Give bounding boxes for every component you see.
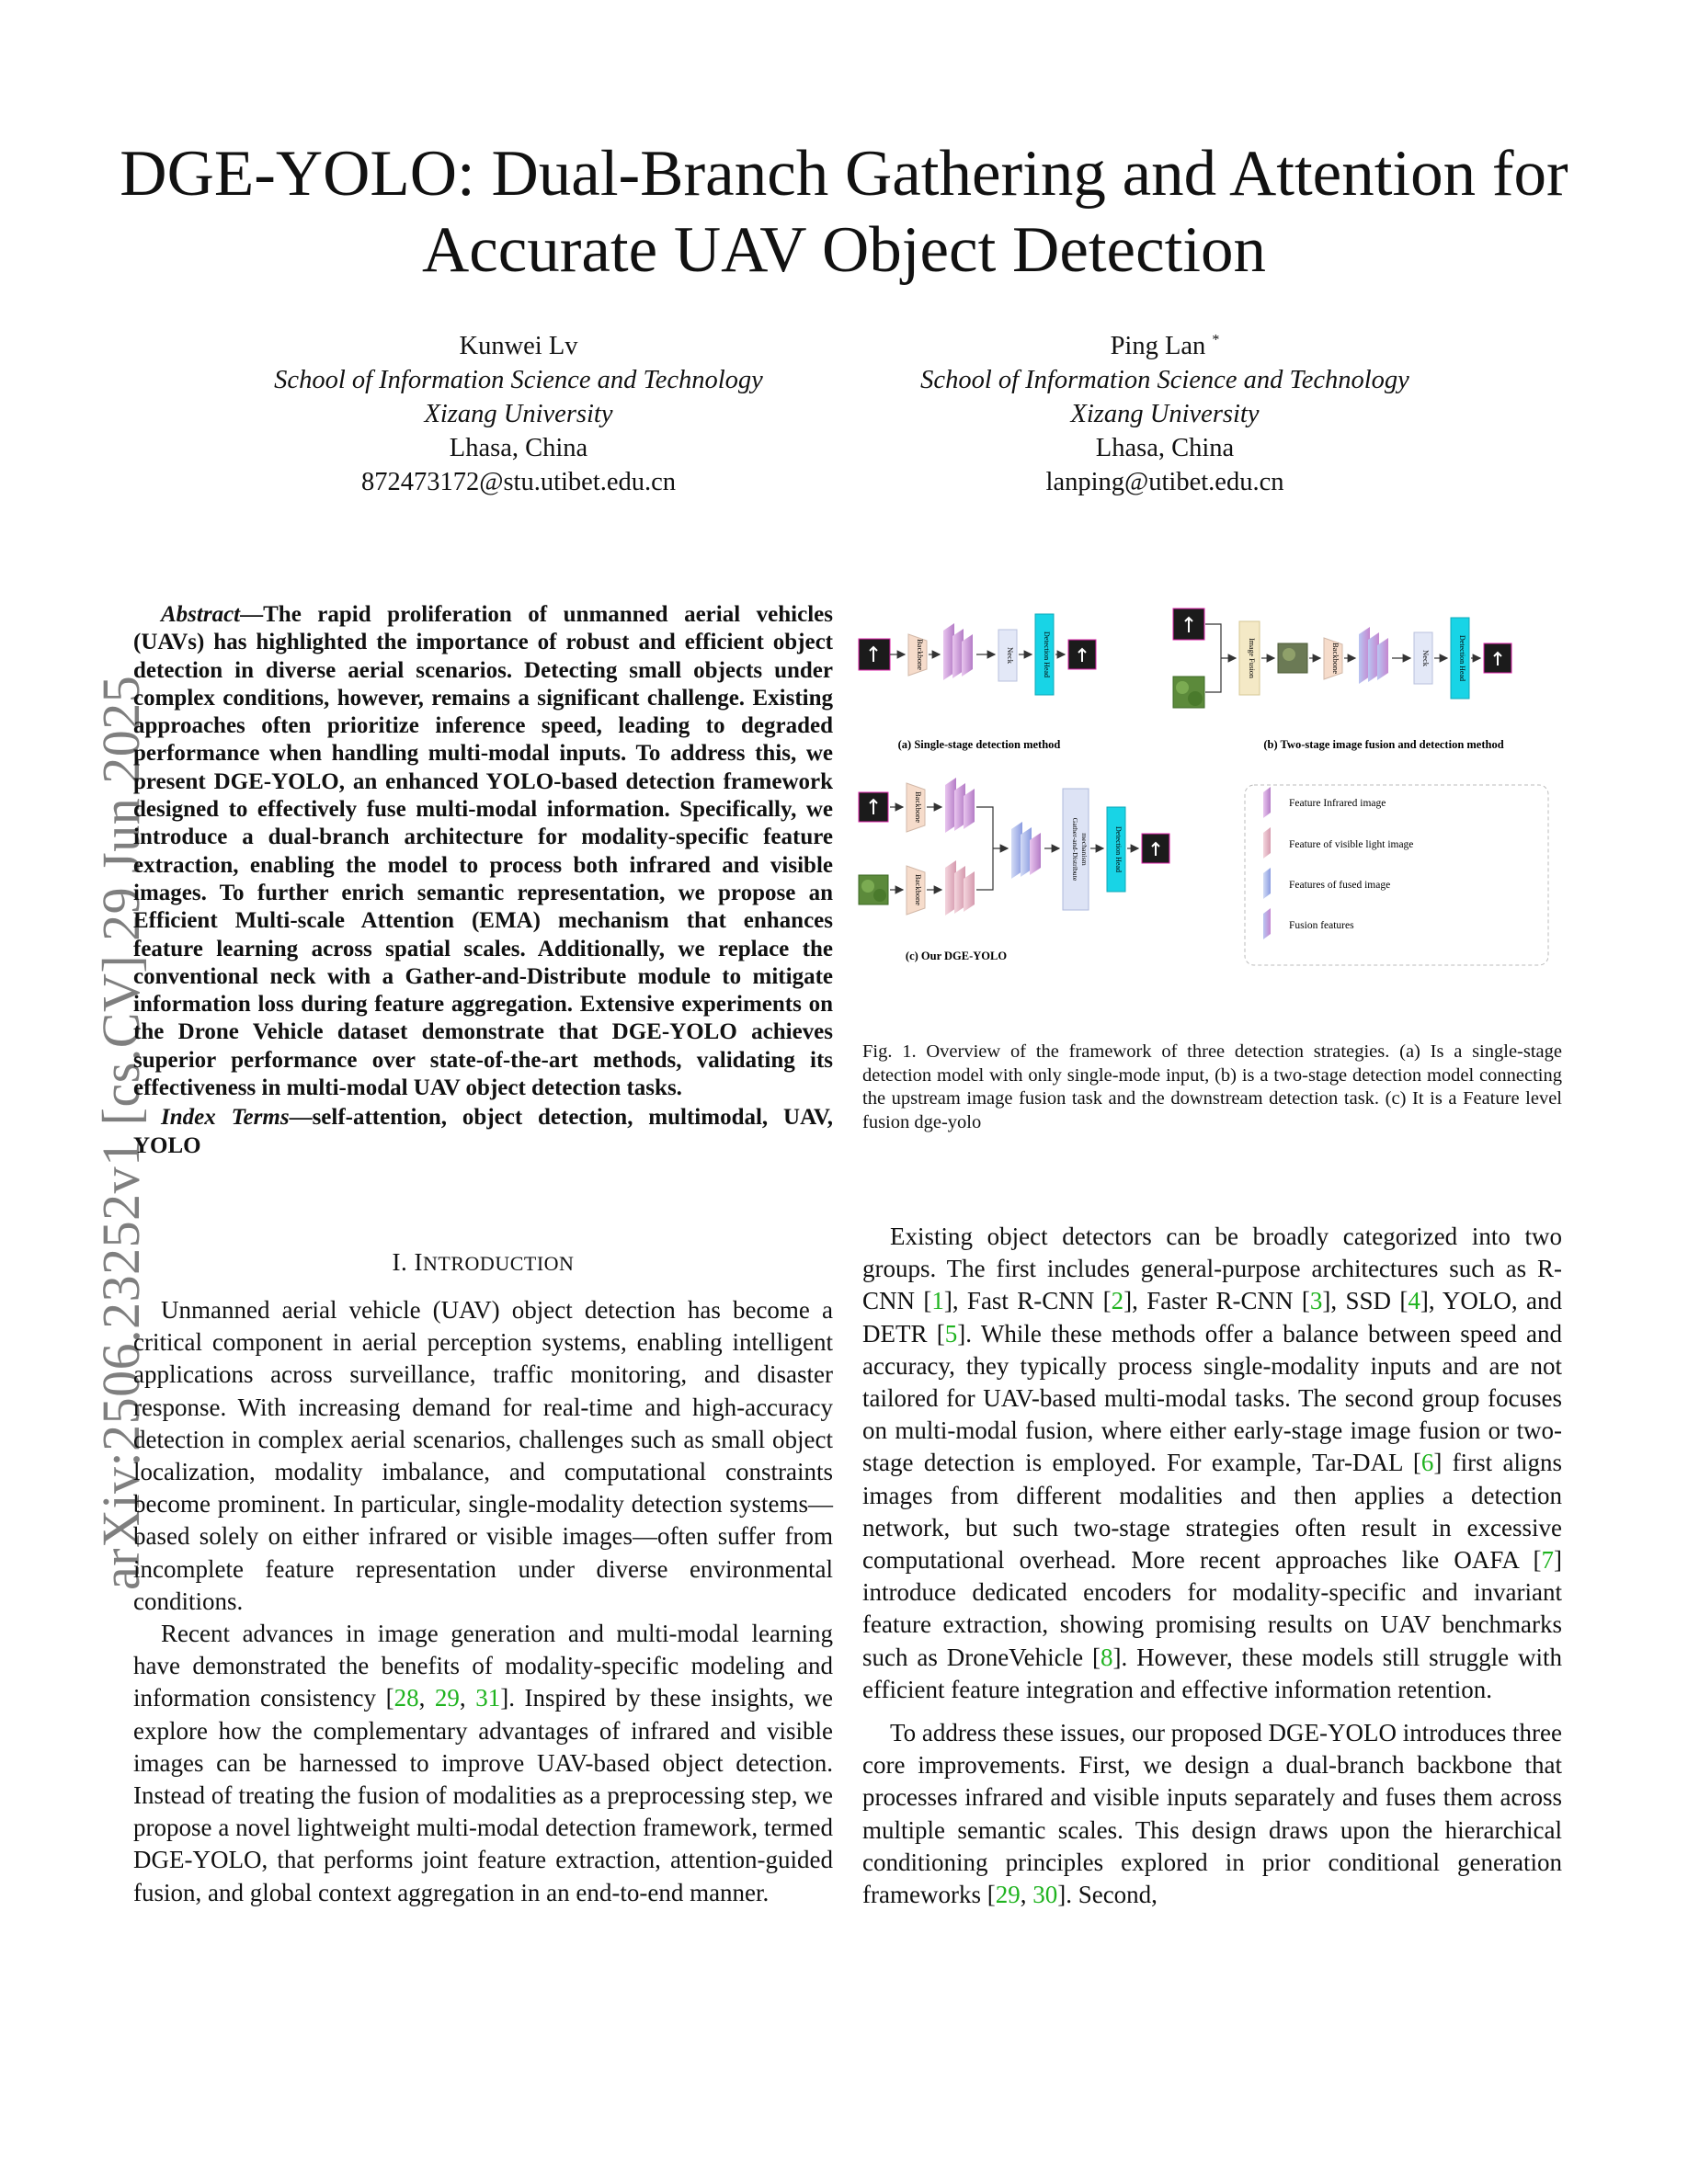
text-span: ]. However, these models still struggle with efficient feature integration and effective information retention. [862, 1643, 1562, 1703]
legend-swatch-infrared [1263, 787, 1271, 818]
detection-head-label: Detection Head [1114, 826, 1123, 872]
subcaption-a: (a) Single-stage detection method [897, 738, 1061, 751]
neck-label: Neck [1421, 650, 1431, 666]
citation-link[interactable]: 29 [434, 1684, 460, 1712]
legend-label: Feature of visible light image [1289, 839, 1414, 850]
abstract-text: The rapid proliferation of unmanned aerial vehicles (UAVs) has highlighted the importance of robust and efficient object detection in diverse aerial scenarios. Detecting small objects under complex conditions, however, remains a significant challenge. Existing approaches often prioritize inference speed, leading to degraded performance when handling multi-modal inputs. To address this, we present DGE-YOLO, an enhanced YOLO-based detection framework designed to effectively fuse multi-modal information. Specifically, we introduce a dual-branch architecture for modality-specific feature extraction, enabling the model to process both infrared and visible images. To further enrich semantic representation, we propose an Efficient Multi-scale Attention (EMA) mechanism that enhances feature learning across spatial scales. Additionally, we replace the conventional neck with a Gather-and-Distribute module to mitigate information loss during feature aggregation. Extensive experiments on the Drone Vehicle dataset demonstrate that DGE-YOLO achieves superior performance over state-of-the-art methods, validating its effectiveness in multi-modal UAV object detection tasks. [133, 602, 833, 1101]
legend-label: Fusion features [1289, 920, 1354, 931]
intro-right-column [862, 1221, 1562, 1911]
abstract-label: Abstract [161, 602, 241, 627]
feature-stack-infrared [945, 778, 975, 833]
author-block-1 [224, 329, 813, 499]
author-university: Xizang University [424, 400, 613, 428]
citation-link[interactable]: 2 [1111, 1287, 1124, 1315]
author-email[interactable]: 872473172@stu.utibet.edu.cn [360, 468, 677, 496]
detection-head-label: Detection Head [1043, 631, 1051, 677]
text-span: ] first aligns images from different modalities and then applies a detection network, but such two-stage strategies often result in excessive computational overhead. More recent approaches like OAFA [ [862, 1449, 1562, 1575]
feature-stack-fused [1359, 627, 1388, 684]
arxiv-identifier-stamp[interactable]: arXiv:2506.23252v1 [cs.CV] 29 Jun 2025 [91, 675, 151, 1590]
text-span: ], Faster R-CNN [ [1123, 1287, 1310, 1315]
section-heading-introduction [133, 1248, 833, 1277]
citation-link[interactable]: 31 [475, 1684, 501, 1712]
panel-c-dge-yolo [859, 778, 1169, 962]
citation-link[interactable]: 28 [393, 1684, 419, 1712]
section-heading-rest: NTRODUCTION [423, 1252, 575, 1275]
author-department: School of Information Science and Technology [274, 366, 763, 394]
subcaption-c: (c) Our DGE-YOLO [905, 950, 1008, 962]
corresponding-marker: * [1212, 332, 1220, 348]
author-name: Kunwei Lv [459, 332, 578, 360]
citation-link[interactable]: 30 [1032, 1881, 1058, 1909]
backbone-label: Backbone [914, 874, 923, 905]
feature-stack-visible [945, 860, 975, 916]
text-span: Existing object detectors can be broadly categorized into two groups. The first includes general-purpose architectures such as R-CNN [ [862, 1223, 1562, 1315]
feature-stack-infrared [943, 623, 973, 680]
author-email[interactable]: lanping@utibet.edu.cn [1045, 468, 1284, 496]
citation-link[interactable]: 8 [1101, 1643, 1113, 1671]
abstract-paragraph: Abstract—The rapid proliferation of unmanned aerial vehicles (UAVs) has highlighted the importance of robust and efficient object detection in diverse aerial scenarios. Detecting small objects under complex conditions, however, remains a significant challenge. Existing approaches often prioritize inference speed, leading to degraded performance when handling multi-modal inputs. To address this, we present DGE-YOLO, an enhanced YOLO-based detection framework designed to effectively fuse multi-modal information. Specifically, we introduce a dual-branch architecture for modality-specific feature extraction, enabling the model to process both infrared and visible images. To further enrich semantic representation, we propose an Efficient Multi-scale Attention (EMA) mechanism that enhances feature learning across spatial scales. Additionally, we replace the conventional neck with a Gather-and-Distribute module to mitigate information loss during feature aggregation. Extensive experiments on the Drone Vehicle dataset demonstrate that DGE-YOLO achieves superior performance over state-of-the-art methods, validating its effectiveness in multi-modal UAV object detection tasks. [133, 602, 833, 1101]
text-span: ]. Inspired by these insights, we explore how the complementary advantages of infrared and visible images can be harnessed to improve UAV-based object detection. Instead of treating the fusion of modalities as a preprocessing step, we propose a novel lightweight multi-modal detection framework, termed DGE-YOLO, that performs joint feature extraction, attention-guided fusion, and global context aggregation in an end-to-end manner. [133, 1684, 834, 1906]
intro-paragraph-1: Unmanned aerial vehicle (UAV) object detection has become a critical component in aerial perception systems, enabling intelligent applications across surveillance, traffic monitoring, and disaster response. With increasing demand for real-time and high-accuracy detection in complex aerial scenarios, challenges such as small object localization, modality imbalance, and computational constraints become prominent. In particular, single-modality detection systems—based solely on either infrared or visible images—often suffer from incomplete feature representation under diverse environmental conditions. [133, 1296, 833, 1615]
intro-paragraph-4: To address these issues, our proposed DGE-YOLO introduces three core improvements. First, we design a dual-branch backbone that processes infrared and visible inputs separately and fuses them across multiple semantic scales. This design draws upon the hierarchical conditioning principles explored in prior conditional generation frameworks [29, 30]. Second, [862, 1719, 1562, 1909]
citation-link[interactable]: 3 [1309, 1287, 1323, 1315]
citation-link[interactable]: 4 [1408, 1287, 1420, 1315]
author-department: School of Information Science and Technology [920, 366, 1409, 394]
author-block-2 [871, 329, 1459, 499]
panel-a-single-stage [859, 614, 1096, 751]
citation-link[interactable]: 6 [1420, 1449, 1434, 1477]
legend-label: Feature Infrared image [1289, 798, 1386, 809]
abstract-section [133, 601, 833, 1160]
citation-link[interactable]: 7 [1541, 1546, 1554, 1575]
text-span: ], Fast R-CNN [ [943, 1287, 1112, 1315]
backbone-label: Backbone [1331, 643, 1340, 674]
backbone-label: Backbone [916, 639, 925, 670]
neck-label: Neck [1006, 647, 1015, 664]
intro-paragraph-2: Recent advances in image generation and multi-modal learning have demonstrated the benefits of modality-specific modeling and information consistency [28, 29, 31]. Inspired by these insights, we explore how the complementary advantages of infrared and visible images can be harnessed to improve UAV-based object detection. Instead of treating the fusion of modalities as a preprocessing step, we propose a novel lightweight multi-modal detection framework, termed DGE-YOLO, that performs joint feature extraction, attention-guided fusion, and global context aggregation in an end-to-end manner. [133, 1620, 834, 1906]
text-span: ]. While these methods offer a balance between speed and accuracy, they typically process single-modality inputs and are not tailored for UAV-based multi-modal tasks. The second group focuses on multi-modal fusion, where either early-stage image fusion or two-stage detection is employed. For example, Tar-DAL [ [862, 1319, 1563, 1477]
citation-link[interactable]: 29 [995, 1881, 1021, 1909]
section-heading-initial: I [414, 1248, 424, 1276]
panel-b-two-stage [1173, 609, 1511, 751]
intro-paragraph-3 [862, 1221, 1562, 1706]
feature-stack-fusion [1011, 822, 1041, 879]
index-terms-label: Index Terms [161, 1105, 290, 1131]
author-name: Ping Lan [1110, 332, 1206, 360]
subcaption-b: (b) Two-stage image fusion and detection method [1263, 738, 1504, 751]
text-span: ]. Second, [1057, 1881, 1158, 1909]
gather-distribute-label-2: mechanism [1080, 833, 1089, 866]
text-span: ] introduce dedicated encoders for modality-specific and invariant feature extraction, showing promising results on UAV benchmarks such as DroneVehicle [ [862, 1546, 1562, 1671]
text-span: Recent advances in image generation and multi-modal learning have demonstrated the benefits of modality-specific modeling and information consistency [ [133, 1620, 833, 1712]
citation-link[interactable]: 1 [931, 1287, 944, 1315]
figure-caption: Fig. 1. Overview of the framework of three detection strategies. (a) Is a single-stage detection model with only single-mode input, (b) is a two-stage detection model connecting the upstream image fusion task and the downstream detection task. (c) It is a Feature level fusion dge-yolo [862, 1041, 1562, 1132]
index-terms-paragraph: Index Terms—self-attention, object detection, multimodal, UAV, YOLO [133, 1105, 833, 1158]
backbone-label: Backbone [914, 791, 923, 823]
legend-swatch-fused [1263, 868, 1271, 899]
text-span: To address these issues, our proposed DGE-YOLO introduces three core improvements. First, we design a dual-branch backbone that processes infrared and visible inputs separately and fuses them across multiple semantic scales. This design draws upon the hierarchical conditioning principles explored in prior conditional generation frameworks [ [862, 1719, 1562, 1909]
figure-legend [1245, 785, 1548, 965]
intro-left-column [133, 1294, 833, 1909]
author-university: Xizang University [1070, 400, 1260, 428]
citation-link[interactable]: 5 [944, 1319, 958, 1348]
detection-head-label: Detection Head [1458, 635, 1466, 681]
gather-distribute-label-1: Gather-and-Distribute [1071, 817, 1079, 882]
section-numeral: I. [392, 1248, 408, 1276]
legend-label: Features of fused image [1289, 880, 1391, 891]
text-span: ], SSD [ [1322, 1287, 1409, 1315]
figure-1-diagram [855, 588, 1572, 984]
image-fusion-label: Image Fusion [1248, 638, 1256, 678]
author-location: Lhasa, China [449, 434, 588, 462]
author-name-line [871, 329, 1459, 363]
paper-title: DGE-YOLO: Dual-Branch Gathering and Attention for Accurate UAV Object Detection [120, 138, 1568, 286]
legend-swatch-fusion [1263, 908, 1271, 939]
author-location: Lhasa, China [1095, 434, 1235, 462]
text-span: ], YOLO, and DETR [ [862, 1287, 1562, 1348]
legend-swatch-visible [1263, 827, 1271, 859]
index-terms-text: self-attention, object detection, multimodal, UAV, YOLO [133, 1105, 833, 1158]
legend-frame [1245, 785, 1548, 965]
